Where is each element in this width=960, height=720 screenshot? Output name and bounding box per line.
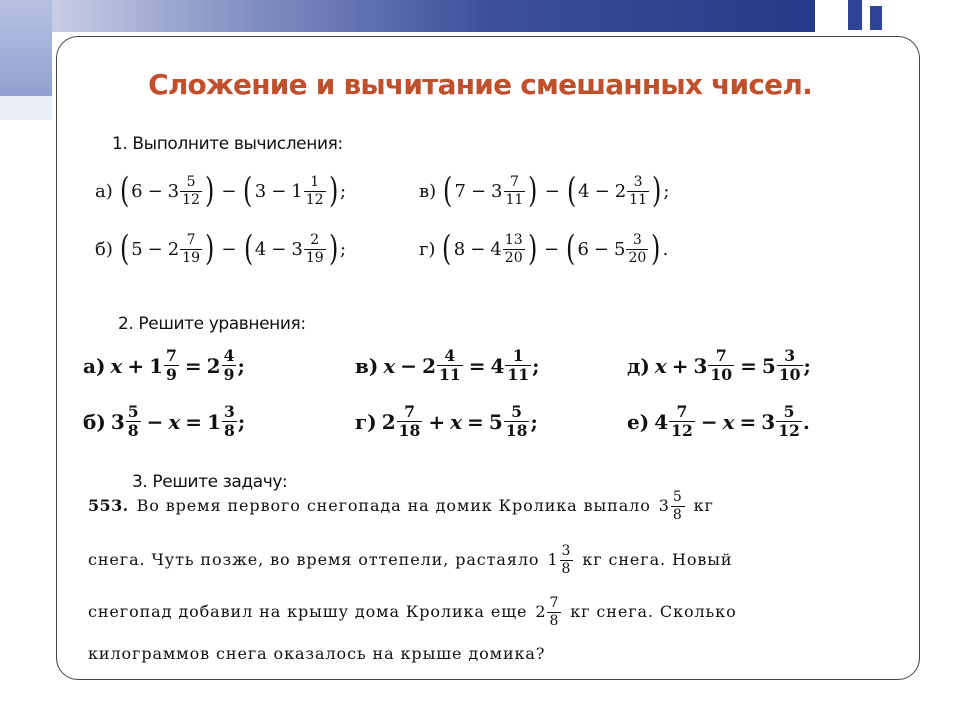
eq-2-fm-denominator: 11: [438, 365, 461, 385]
calc-g: [414, 229, 669, 269]
equation-d: [622, 348, 811, 384]
calc-3-minuend-2: 6: [577, 238, 589, 260]
calc-3-open-paren: (: [442, 229, 452, 269]
eq-0-equals: =: [184, 353, 202, 378]
calc-0-whole-1: 3: [167, 180, 180, 202]
eq-0-op: +: [127, 353, 145, 378]
eq-0-fm-numerator: 7: [166, 346, 177, 365]
eq-3-var-2: x: [450, 409, 463, 434]
calc-1-close-paren-2: ): [328, 229, 339, 269]
eq-4-fr-numerator: 3: [784, 346, 796, 365]
eq-2-var-1: x: [383, 353, 396, 378]
calc-3-minus-3: −: [593, 238, 609, 260]
eq-0-whole-m: 1: [149, 353, 164, 378]
eq-5-op: −: [700, 409, 718, 434]
calc-3-f1-fraction: [503, 233, 525, 265]
eq-4-fm-denominator: 10: [710, 365, 733, 385]
calc-1-minus-3: −: [271, 238, 287, 260]
eq-0-fr-denominator: 9: [223, 365, 235, 385]
fraction-2-num: 3: [561, 543, 572, 559]
calc-3-close-paren: ): [527, 229, 537, 269]
eq-4-whole-m: 3: [693, 353, 708, 378]
calc-2-label: в): [419, 180, 437, 202]
eq-1-op: −: [146, 409, 164, 434]
calc-0-close-paren: ): [204, 171, 215, 211]
eq-3-label: г): [355, 409, 377, 434]
eq-2-fr-denominator: 11: [507, 365, 530, 385]
eq-4-fr-fraction: [777, 348, 803, 384]
page-title: Сложение и вычитание смешанных чисел.: [148, 68, 812, 101]
eq-4-fr-denominator: 10: [778, 365, 801, 385]
eq-1-fr-fraction: [222, 404, 237, 440]
logo-block-left: [848, 0, 862, 30]
calc-0-label: а): [95, 180, 113, 202]
calc-1-minus-1: −: [147, 238, 163, 260]
section3-heading: 3. Решите задачу:: [132, 472, 288, 492]
calc-1-minuend: 5: [131, 238, 143, 260]
eq-5-fm-fraction: [669, 404, 695, 440]
calc-3-f1-denominator: 20: [504, 249, 523, 266]
calc-3-f2-denominator: 20: [628, 249, 647, 266]
eq-2-label: в): [355, 353, 379, 378]
logo-block-right: [870, 6, 882, 30]
calc-2-whole-1: 3: [491, 180, 503, 202]
calc-v: [414, 171, 670, 211]
calc-0-minus-2: −: [221, 180, 237, 202]
calc-0-open-paren-2: (: [243, 171, 253, 211]
equation-b: [78, 404, 245, 440]
eq-0-label: а): [83, 353, 106, 378]
calc-2-close-paren-2: ): [652, 171, 662, 211]
calc-2-minuend-2: 4: [578, 180, 590, 202]
eq-3-fr-numerator: 5: [511, 402, 523, 421]
eq-1-fm-fraction: [126, 404, 141, 440]
eq-0-var-1: x: [110, 353, 123, 378]
eq-1-fr-denominator: 8: [223, 421, 235, 441]
problem-text-3: снегопад добавил на крышу дома Кролика еще: [88, 602, 528, 622]
mixed-whole-2: 1: [547, 550, 559, 570]
fraction-3-num: 7: [549, 595, 560, 611]
problem-text-2-end: кг снега. Новый: [582, 550, 733, 570]
eq-4-equals: =: [740, 353, 757, 378]
section1-heading: 1. Выполните вычисления:: [112, 134, 343, 154]
calc-0-f2-fraction: [304, 175, 326, 207]
calc-3-minus-1: −: [470, 238, 486, 260]
fraction-2: [560, 544, 574, 576]
fraction-1-den: 8: [672, 506, 683, 523]
calc-0-minus-1: −: [147, 180, 163, 202]
eq-3-fm-fraction: [397, 404, 423, 440]
calc-0-open-paren: (: [119, 171, 130, 211]
calc-0-f1-numerator: 5: [186, 173, 196, 190]
eq-5-whole-r: 3: [761, 409, 776, 434]
calc-1-open-paren-2: (: [243, 229, 253, 269]
calc-0-f2-numerator: 1: [310, 173, 320, 190]
calc-3-f2-fraction: [626, 233, 648, 265]
calc-a: [90, 171, 347, 211]
calc-2-end: ;: [663, 180, 670, 202]
eq-0-fr-numerator: 4: [223, 346, 235, 365]
problem-number: 553.: [88, 496, 129, 516]
eq-0-end: ;: [237, 353, 245, 378]
eq-5-fr-numerator: 5: [783, 402, 795, 421]
calc-3-f2-numerator: 3: [632, 231, 642, 248]
calc-1-whole-2: 3: [291, 238, 303, 260]
calc-3-minus-2: −: [544, 238, 560, 260]
calc-0-minuend-2: 3: [254, 180, 267, 202]
fraction-1: [671, 490, 685, 522]
calc-1-close-paren: ): [205, 229, 215, 269]
calc-3-minuend: 8: [453, 238, 466, 260]
calc-2-f2-fraction: [627, 175, 649, 207]
calc-b: [90, 229, 347, 269]
eq-3-fr-fraction: [504, 404, 530, 440]
calc-1-f2-fraction: [304, 233, 326, 265]
problem-line-2: [88, 544, 733, 576]
calc-1-whole-1: 2: [167, 238, 180, 260]
eq-4-op: +: [671, 353, 689, 378]
eq-1-equals: =: [185, 409, 203, 434]
calc-2-close-paren: ): [528, 171, 538, 211]
eq-5-end: .: [802, 409, 810, 434]
eq-5-whole-m: 4: [654, 409, 669, 434]
calc-2-minus-2: −: [544, 180, 560, 202]
eq-1-fm-numerator: 5: [127, 402, 139, 421]
calc-1-minuend-2: 4: [254, 238, 267, 260]
eq-3-whole-r: 5: [488, 409, 503, 434]
section2-heading: 2. Решите уравнения:: [118, 314, 306, 334]
fraction-3: [547, 596, 561, 628]
calc-3-open-paren-2: (: [566, 229, 576, 269]
eq-3-op: +: [428, 409, 446, 434]
eq-1-fr-numerator: 3: [223, 402, 235, 421]
calc-1-f2-denominator: 19: [305, 249, 324, 266]
eq-2-fr-fraction: [505, 348, 531, 384]
eq-4-var-1: x: [654, 353, 667, 378]
calc-2-f1-numerator: 7: [509, 173, 519, 190]
problem-text-4: килограммов снега оказалось на крыше домика?: [88, 644, 546, 663]
eq-0-whole-r: 2: [206, 353, 221, 378]
eq-5-equals: =: [739, 409, 757, 434]
eq-3-end: ;: [530, 409, 538, 434]
eq-4-end: ;: [803, 353, 811, 378]
calc-2-minus-1: −: [470, 180, 487, 202]
problem-text-1: Во время первого снегопада на домик Кролика выпало: [136, 496, 651, 516]
calc-3-f1-numerator: 13: [504, 231, 523, 248]
fraction-3-den: 8: [549, 612, 560, 629]
calc-0-f1-denominator: 12: [182, 191, 200, 208]
eq-3-whole-m: 2: [381, 409, 396, 434]
calc-2-minus-3: −: [594, 180, 610, 202]
eq-1-whole-m: 3: [110, 409, 125, 434]
eq-4-fm-numerator: 7: [715, 346, 727, 365]
equation-a: [78, 348, 245, 384]
calc-2-open-paren-2: (: [566, 171, 577, 211]
calc-2-open-paren: (: [443, 171, 453, 211]
eq-0-fm-denominator: 9: [166, 365, 177, 385]
eq-0-fr-fraction: [222, 348, 237, 384]
eq-3-fm-denominator: 18: [398, 421, 421, 441]
calc-3-label: г): [419, 238, 436, 260]
eq-2-end: ;: [532, 353, 540, 378]
calc-2-f2-denominator: 11: [629, 191, 647, 208]
eq-5-fr-denominator: 12: [778, 421, 800, 441]
eq-4-whole-r: 5: [761, 353, 776, 378]
eq-1-whole-r: 1: [207, 409, 221, 434]
eq-5-fm-denominator: 12: [671, 421, 693, 441]
eq-3-fm-numerator: 7: [404, 402, 415, 421]
eq-2-fm-fraction: [437, 348, 463, 384]
eq-4-fm-fraction: [708, 348, 734, 384]
eq-1-label: б): [83, 409, 106, 434]
calc-2-minuend: 7: [454, 180, 466, 202]
calc-1-end: ;: [340, 238, 347, 260]
equation-e: [622, 404, 810, 440]
calc-1-f2-numerator: 2: [310, 231, 320, 248]
calc-3-end: .: [662, 238, 669, 260]
equation-g: [350, 404, 538, 440]
calc-0-minuend: 6: [131, 180, 143, 202]
calc-1-open-paren: (: [119, 229, 130, 269]
calc-1-minus-2: −: [221, 238, 237, 260]
calc-3-whole-1: 4: [490, 238, 502, 260]
problem-text-2: снега. Чуть позже, во время оттепели, растаяло: [88, 550, 540, 570]
eq-5-var-2: x: [722, 409, 735, 434]
eq-1-fm-denominator: 8: [127, 421, 139, 441]
mixed-whole-1: 3: [658, 496, 670, 516]
eq-0-fm-fraction: [164, 348, 179, 384]
problem-text-3-end: кг снега. Сколько: [570, 602, 737, 622]
calc-2-f1-denominator: 11: [505, 191, 524, 208]
calc-3-whole-2: 5: [613, 238, 626, 260]
fraction-2-den: 8: [561, 560, 572, 577]
calc-0-whole-2: 1: [291, 180, 303, 202]
problem-line-3: [88, 596, 737, 628]
eq-2-equals: =: [468, 353, 486, 378]
eq-4-label: д): [627, 353, 650, 378]
calc-1-f1-numerator: 7: [186, 231, 196, 248]
eq-2-whole-r: 4: [490, 353, 505, 378]
calc-0-f1-fraction: [180, 175, 202, 207]
header-bar: [0, 0, 815, 32]
eq-5-label: е): [627, 409, 650, 434]
eq-3-fr-denominator: 18: [505, 421, 528, 441]
calc-1-f1-fraction: [180, 233, 202, 265]
eq-1-end: ;: [237, 409, 246, 434]
eq-2-fm-numerator: 4: [444, 346, 456, 365]
problem-line-1: [88, 490, 714, 522]
eq-2-op: −: [400, 353, 418, 378]
eq-3-equals: =: [467, 409, 484, 434]
equation-v: [350, 348, 539, 384]
eq-5-fm-numerator: 7: [676, 402, 688, 421]
problem-text-1-end: кг: [693, 496, 714, 516]
calc-2-whole-2: 2: [614, 180, 627, 202]
eq-5-fr-fraction: [776, 404, 802, 440]
problem-line-4: [88, 646, 545, 662]
calc-0-minus-3: −: [271, 180, 287, 202]
calc-0-end: ;: [339, 180, 347, 202]
calc-3-close-paren-2: ): [651, 229, 661, 269]
calc-0-close-paren-2: ): [328, 171, 338, 211]
eq-2-whole-m: 2: [422, 353, 436, 378]
calc-2-f2-numerator: 3: [633, 173, 643, 190]
calc-1-label: б): [95, 238, 113, 260]
fraction-1-num: 5: [672, 489, 683, 505]
eq-2-fr-numerator: 1: [512, 346, 524, 365]
mixed-whole-3: 2: [535, 602, 547, 622]
calc-1-f1-denominator: 19: [182, 249, 201, 266]
calc-2-f1-fraction: [504, 175, 526, 207]
calc-0-f2-denominator: 12: [305, 191, 324, 208]
eq-1-var-2: x: [168, 409, 181, 434]
